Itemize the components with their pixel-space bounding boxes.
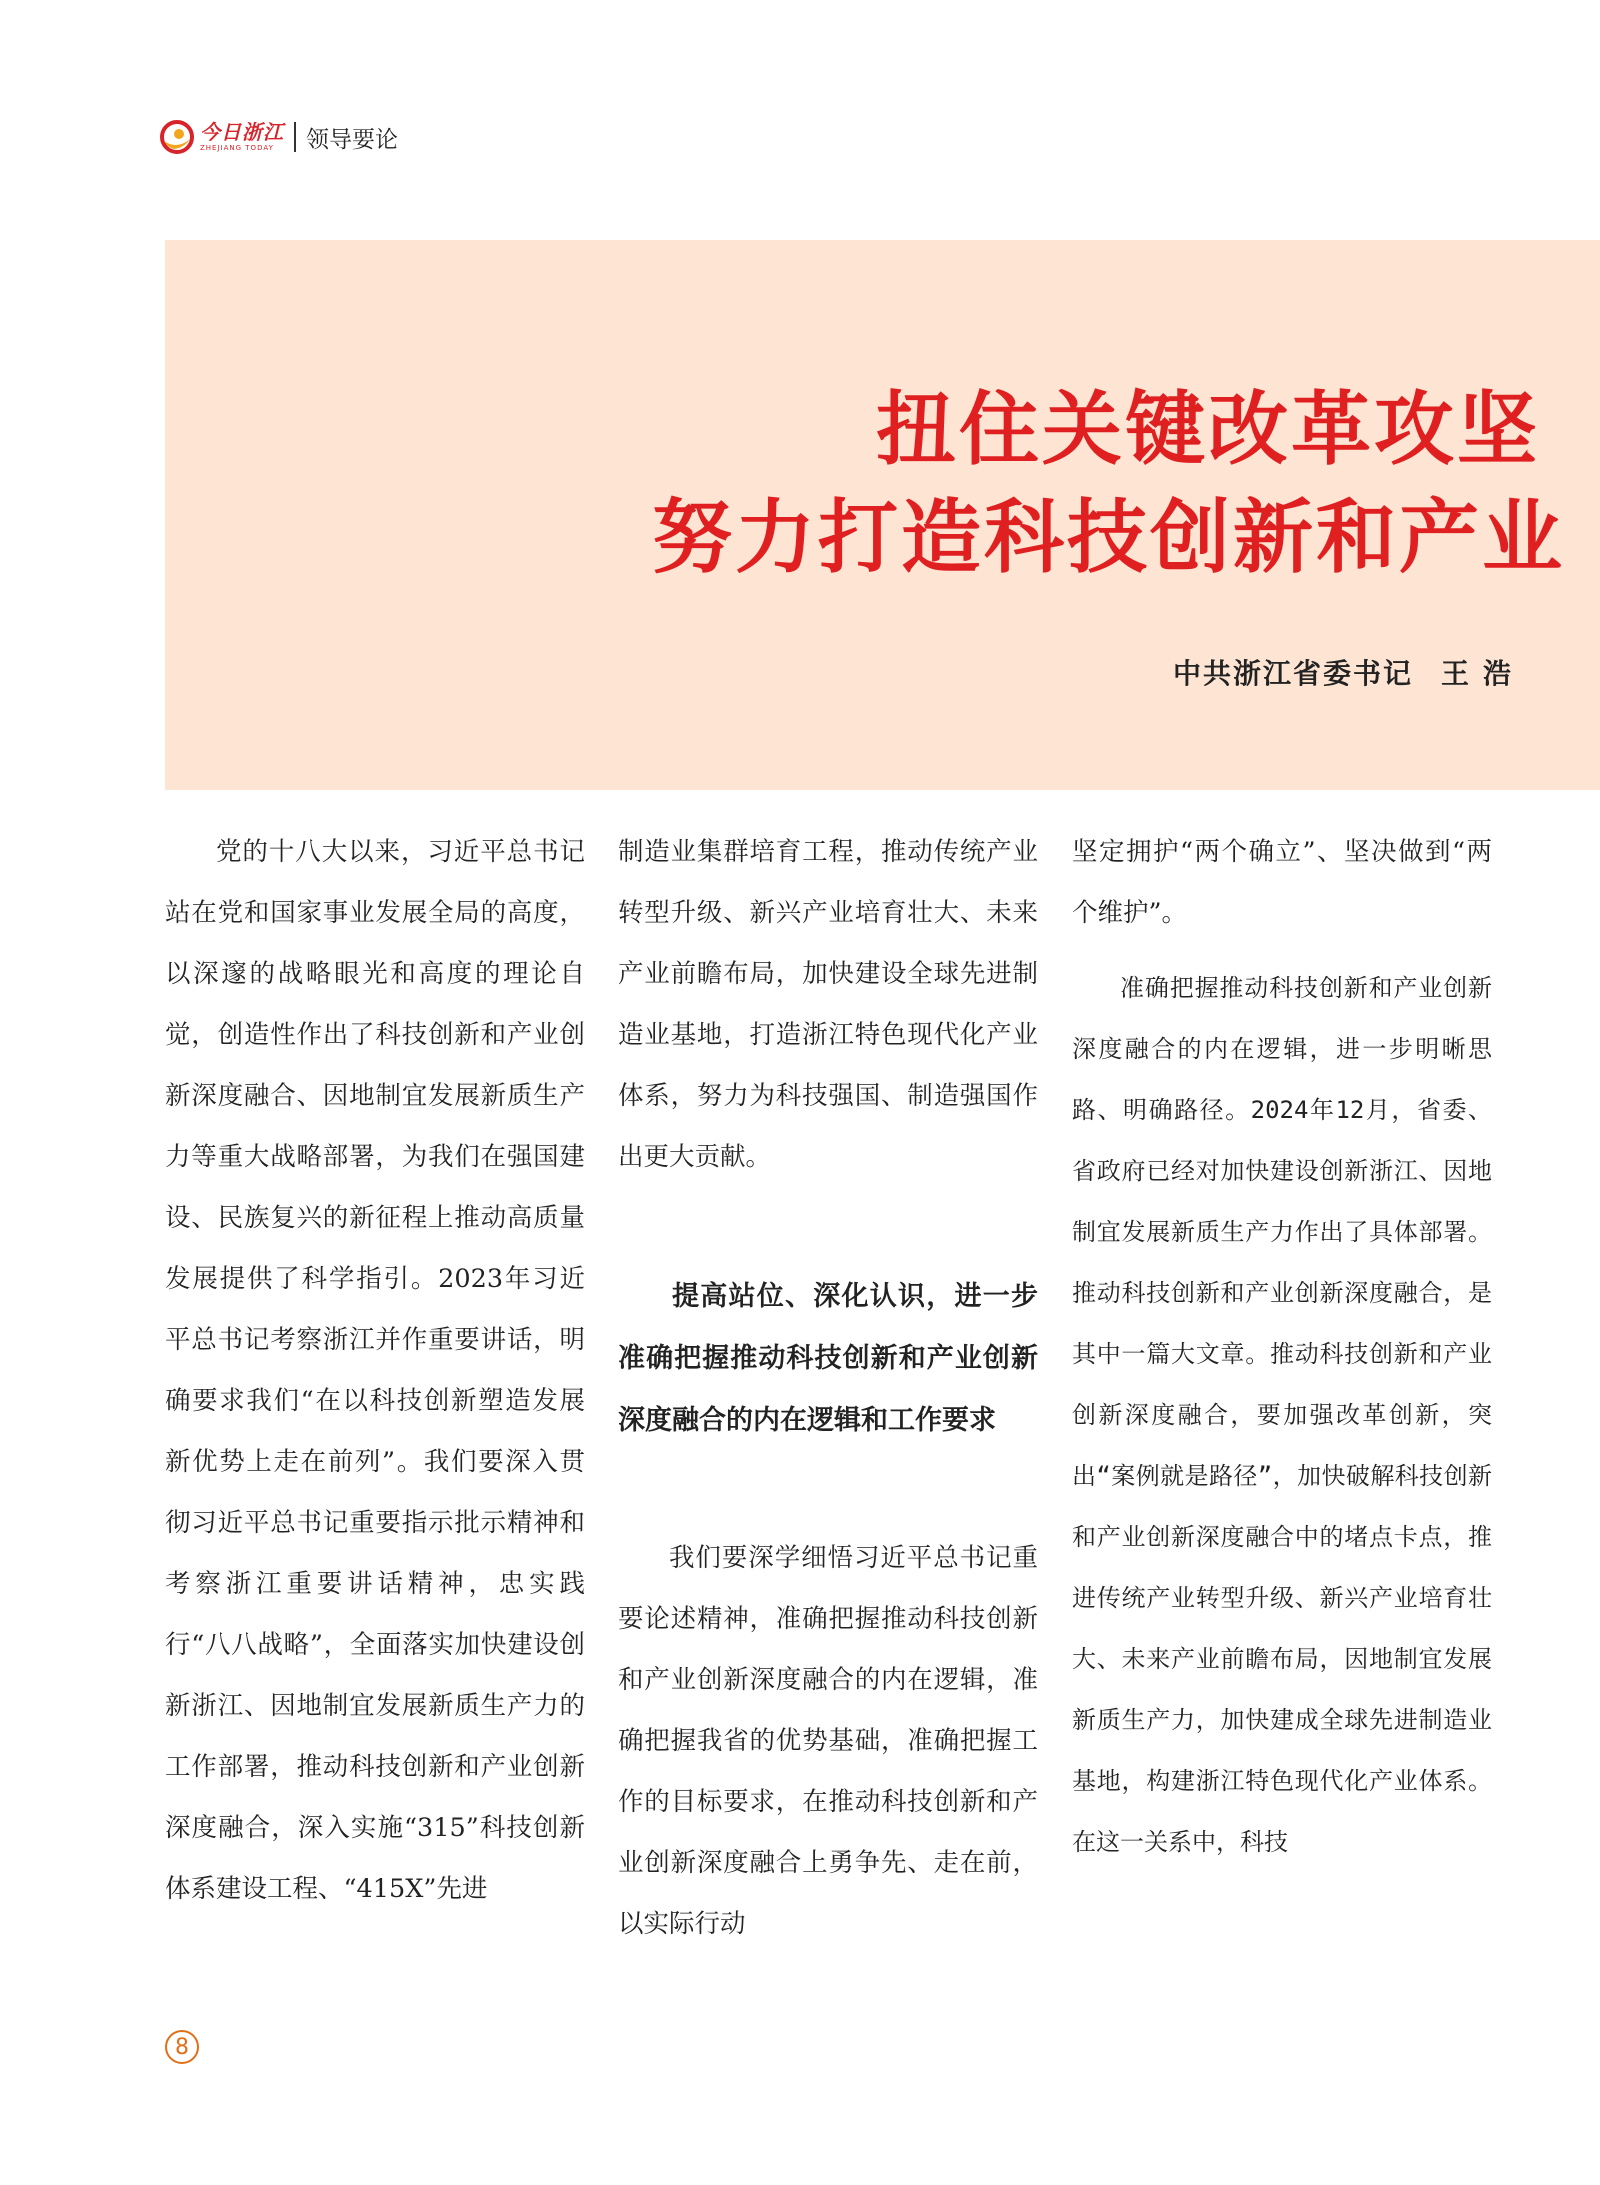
author-position: 中共浙江省委书记 [1172,657,1413,690]
author-name: 王浩 [1440,657,1525,690]
logo-english-text: ZHEJIANG TODAY [200,144,274,152]
title-banner [165,240,1600,790]
page-number: 8 [165,2030,199,2064]
byline [1173,652,1525,692]
sun-logo-icon [160,120,194,154]
body-paragraph: 准确把握推动科技创新和产业创新深度融合的内在逻辑，进一步明晰思路、明确路径。2024年12月，省委、省政府已经对加快建设创新浙江、因地制宜发展新质生产力作出了具体部署。推动科技创新和产业创新深度融合，是其中一篇大文章。推动科技创新和产业创新深度融合，要加强改革创新，突出“案例就是路径”，加快破解科技创新和产业创新深度融合中的堵点卡点，推进传统产业转型升级、新兴产业培育壮大、未来产业前瞻布局，因地制宜发展新质生产力，加快建成全球先进制造业基地，构建浙江特色现代化产业体系。在这一关系中，科技 [1072,974,1492,1856]
logo-chinese-text: 今日浙江 [200,120,284,144]
magazine-header [160,112,398,162]
body-paragraph-continued: 坚定拥护“两个确立”、坚决做到“两个维护”。 [1072,837,1492,928]
body-paragraph: 党的十八大以来，习近平总书记站在党和国家事业发展全局的高度，以深邃的战略眼光和高度的理论自觉，创造性作出了科技创新和产业创新深度融合、因地制宜发展新质生产力等重大战略部署，为我们在强国建设、民族复兴的新征程上推动高质量发展提供了科学指引。2023年习近平总书记考察浙江并作重要讲话，明确要求我们“在以科技创新塑造发展新优势上走在前列”。我们要深入贯彻习近平总书记重要指示批示精神和考察浙江重要讲话精神，忠实践行“八八战略”，全面落实加快建设创新浙江、因地制宜发展新质生产力的工作部署，推动科技创新和产业创新深度融合，深入实施“315”科技创新体系建设工程、“415X”先进 [165,837,585,1904]
article-title-line-1: 扭住关键改革攻坚 [876,383,1540,476]
magazine-logo [160,120,284,154]
text-column-1 [165,822,585,1920]
section-subheading: 提高站位、深化认识，进一步准确把握推动科技创新和产业创新深度融合的内在逻辑和工作要求 [618,1281,1038,1436]
article-title-line-2: 努力打造科技创新和产业 [652,491,1565,584]
body-paragraph-continued: 制造业集群培育工程，推动传统产业转型升级、新兴产业培育壮大、未来产业前瞻布局，加快建设全球先进制造业基地，打造浙江特色现代化产业体系，努力为科技强国、制造强国作出更大贡献。 [618,837,1038,1172]
section-name: 领导要论 [306,126,398,153]
body-paragraph: 我们要深学细悟习近平总书记重要论述精神，准确把握推动科技创新和产业创新深度融合的内在逻辑，准确把握我省的优势基础，准确把握工作的目标要求，在推动科技创新和产业创新深度融合上勇争先、走在前，以实际行动 [618,1543,1038,1939]
text-column-2 [618,822,1038,1955]
text-column-3 [1072,822,1492,1873]
header-divider [294,122,296,152]
